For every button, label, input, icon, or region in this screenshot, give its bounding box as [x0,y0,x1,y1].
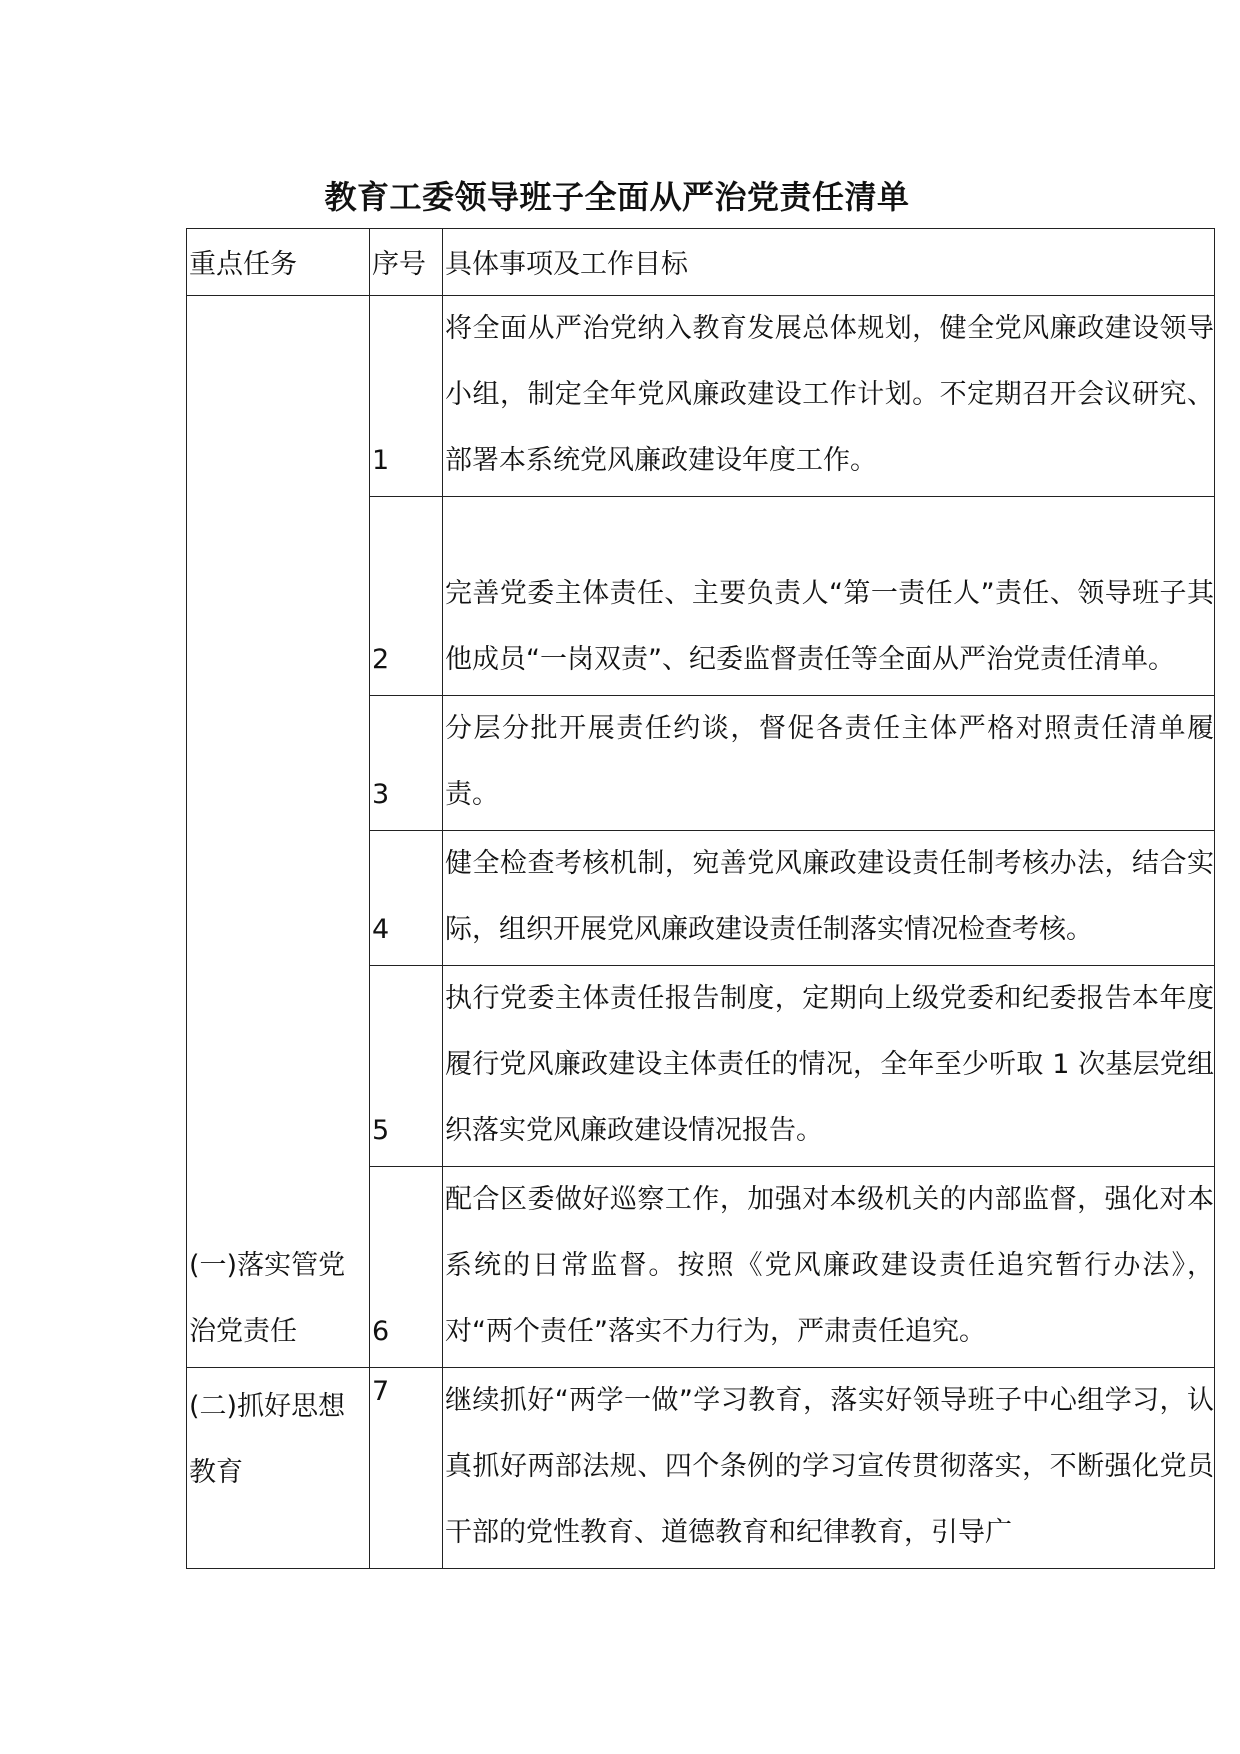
seq-cell: 6 [370,1167,443,1368]
content-cell: 执行党委主体责任报告制度，定期向上级党委和纪委报告本年度履行党风廉政建设主体责任的情况，全年至少听取 1 次基层党组织落实党风廉政建设情况报告。 [443,966,1215,1167]
seq-cell: 5 [370,966,443,1167]
task-cell [187,1368,370,1569]
header-seq: 序号 [370,229,443,296]
content-cell: 将全面从严治党纳入教育发展总体规划，健全党风廉政建设领导小组，制定全年党风廉政建设工作计划。不定期召开会议研究、部署本系统党风廉政建设年度工作。 [443,296,1215,497]
responsibility-table [186,228,1215,1569]
task-cell [187,296,370,1368]
table-row [187,296,1215,497]
seq-cell: 3 [370,696,443,831]
seq-cell: 4 [370,831,443,966]
seq-cell: 7 [370,1368,443,1569]
document-title [0,172,1240,218]
content-cell: 继续抓好“两学一做”学习教育，落实好领导班子中心组学习，认真抓好两部法规、四个条例的学习宣传贯彻落实，不断强化党员干部的党性教育、道德教育和纪律教育，引导广 [443,1368,1215,1569]
table-header-row [187,229,1215,296]
content-cell: 分层分批开展责任约谈，督促各责任主体严格对照责任清单履责。 [443,696,1215,831]
table-row [187,1368,1215,1569]
document-title-text: 教育工委领导班子全面从严治党责任清单 [324,178,910,216]
seq-cell: 1 [370,296,443,497]
header-task: 重点任务 [187,229,370,296]
content-cell: 健全检查考核机制，宛善党风廉政建设责任制考核办法，结合实际，组织开展党风廉政建设责任制落实情况检查考核。 [443,831,1215,966]
header-content: 具体事项及工作目标 [443,229,1215,296]
task-label: (一)落实管党治党责任 [189,1250,346,1347]
seq-cell: 2 [370,497,443,696]
content-cell: 配合区委做好巡察工作，加强对本级机关的内部监督，强化对本系统的日常监督。按照《党风廉政建设责任追究暂行办法》，对“两个责任”落实不力行为，严肃责任追究。 [443,1167,1215,1368]
content-cell: 完善党委主体责任、主要负责人“第一责任人”责任、领导班子其他成员“一岗双责”、纪委监督责任等全面从严治党责任清单。 [443,497,1215,696]
task-label: (二)抓好思想教育 [189,1391,346,1488]
